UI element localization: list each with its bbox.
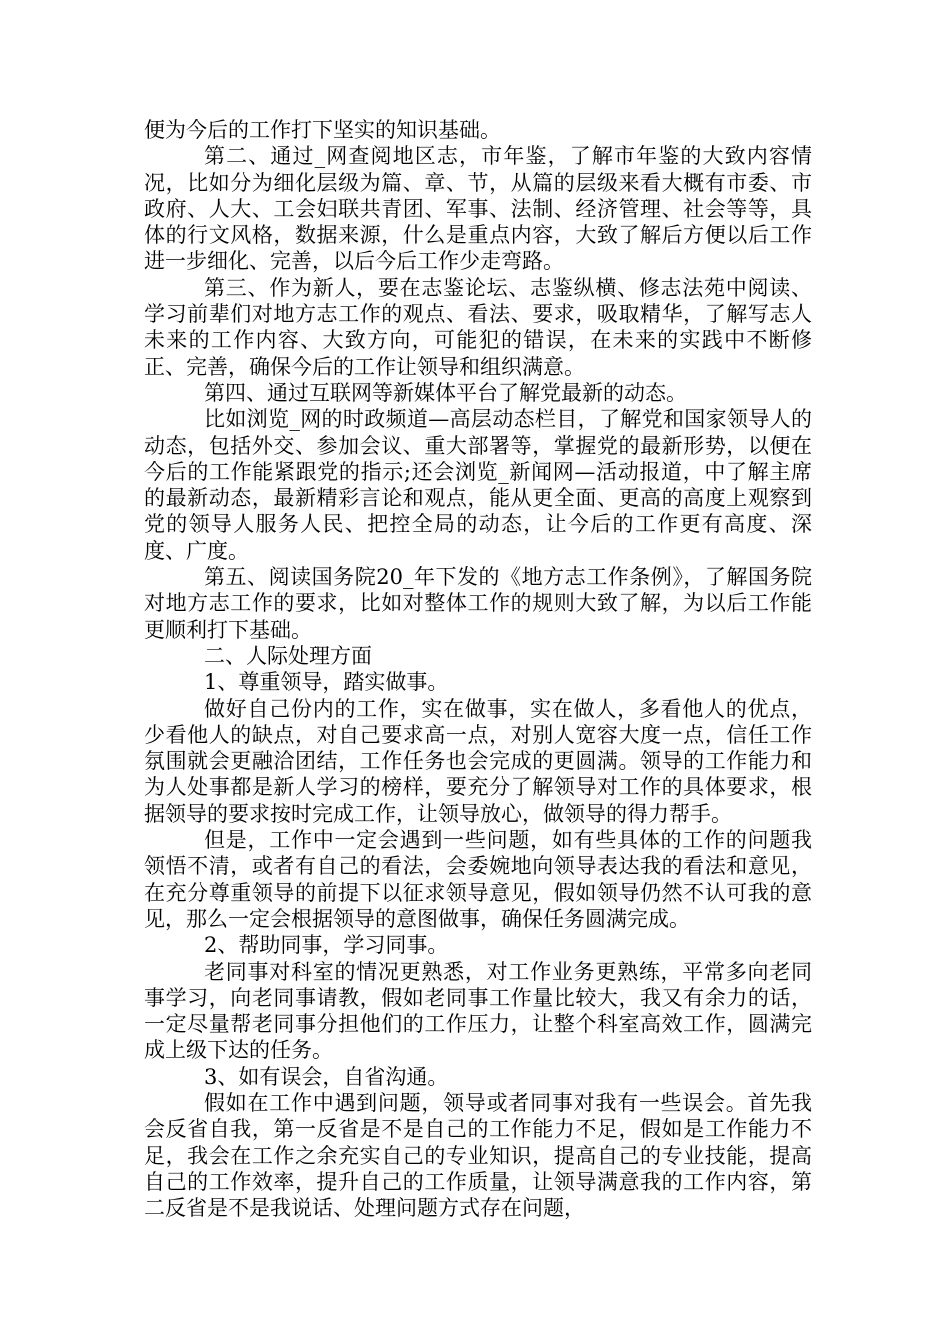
paragraph-3: 第三、作为新人，要在志鉴论坛、志鉴纵横、修志法苑中阅读、学习前辈们对地方志工作的观点、看法、要求，吸取精华，了解写志人未来的工作内容、大致方向，可能犯的错误，在未来的实践中不断修正、完善，确保今后的工作让领导和组织满意。 <box>144 275 812 379</box>
subheading-3: 3、如有误会，自省沟通。 <box>204 1064 449 1089</box>
paragraph-6: 第五、阅读国务院20_年下发的《地方志工作条例》，了解国务院对地方志工作的要求，比如对整体工作的规则大致了解，为以后工作能更顺利打下基础。 <box>144 565 812 642</box>
paragraph-1: 便为今后的工作打下坚实的知识基础。 <box>144 118 501 142</box>
subheading-2: 2、帮助同事，学习同事。 <box>204 933 449 958</box>
section-heading: 二、人际处理方面 <box>204 643 372 668</box>
paragraph-7: 做好自己份内的工作，实在做事，实在做人，多看他人的优点，少看他人的缺点，对自己要求高一点，对别人宽容大度一点，信任工作氛围就会更融洽团结，工作任务也会完成的更圆满。领导的工作能力和为人处事都是新人学习的榜样，要充分了解领导对工作的具体要求，根据领导的要求按时完成工作，让领导放心，做领导的得力帮手。 <box>144 696 812 826</box>
subheading-1: 1、尊重领导，踏实做事。 <box>204 670 449 695</box>
paragraph-2: 第二、通过_网查阅地区志，市年鉴，了解市年鉴的大致内容情况，比如分为细化层级为篇、章、节，从篇的层级来看大概有市委、市政府、人大、工会妇联共青团、军事、法制、经济管理、社会等等，具体的行文风格，数据来源，什么是重点内容，大致了解后方便以后工作进一步细化、完善，以后今后工作少走弯路。 <box>144 144 812 274</box>
document-body <box>144 117 812 1221</box>
paragraph-10: 假如在工作中遇到问题，领导或者同事对我有一些误会。首先我会反省自我，第一反省是不是自己的工作能力不足，假如是工作能力不足，我会在工作之余充实自己的专业知识，提高自己的专业技能，提高自己的工作效率，提升自己的工作质量，让领导满意我的工作内容，第二反省是不是我说话、处理问题方式存在问题， <box>144 1090 812 1221</box>
paragraph-9: 老同事对科室的情况更熟悉，对工作业务更熟练，平常多向老同事学习，向老同事请教，假如老同事工作量比较大，我又有余力的话，一定尽量帮老同事分担他们的工作压力，让整个科室高效工作，圆满完成上级下达的任务。 <box>144 959 812 1063</box>
paragraph-5: 比如浏览_网的时政频道—高层动态栏目，了解党和国家领导人的动态，包括外交、参加会议、重大部署等，掌握党的最新形势，以便在今后的工作能紧跟党的指示;还会浏览_新闻网—活动报道，中了解主席的最新动态，最新精彩言论和观点，能从更全面、更高的高度上观察到党的领导人服务人民、把控全局的动态，让今后的工作更有高度、深度、广度。 <box>144 407 812 563</box>
paragraph-4: 第四、通过互联网等新媒体平台了解党最新的动态。 <box>204 380 687 405</box>
paragraph-8: 但是，工作中一定会遇到一些问题，如有些具体的工作的问题我领悟不清，或者有自己的看法，会委婉地向领导表达我的看法和意见，在充分尊重领导的前提下以征求领导意见，假如领导仍然不认可我的意见，那么一定会根据领导的意图做事，确保任务圆满完成。 <box>144 828 812 931</box>
